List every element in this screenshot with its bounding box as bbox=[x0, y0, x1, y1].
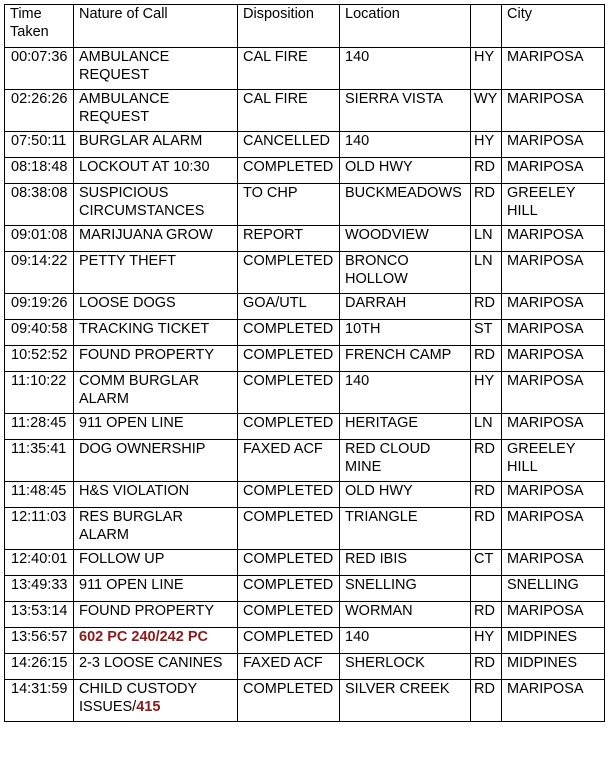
city-cell bbox=[502, 440, 605, 482]
city-cell bbox=[502, 184, 605, 226]
nature-cell-text: 2-3 LOOSE CANINES bbox=[79, 655, 223, 671]
suffix-cell bbox=[471, 158, 502, 184]
suffix-cell bbox=[471, 414, 502, 440]
location-cell bbox=[340, 550, 471, 576]
suffix-cell-text: RD bbox=[474, 509, 495, 525]
suffix-cell bbox=[471, 576, 502, 602]
disposition-cell-text: TO CHP bbox=[243, 185, 298, 201]
time-cell bbox=[5, 440, 74, 482]
time-cell bbox=[5, 576, 74, 602]
disposition-cell-text: COMPLETED bbox=[243, 373, 334, 389]
suffix-cell bbox=[471, 628, 502, 654]
nature-cell-text: MARIJUANA GROW bbox=[79, 227, 213, 243]
header-row bbox=[5, 5, 605, 48]
suffix-cell-text: ST bbox=[474, 321, 493, 337]
suffix-cell-text: HY bbox=[474, 629, 495, 645]
disposition-cell bbox=[238, 48, 340, 90]
location-cell-text: 10TH bbox=[345, 321, 381, 337]
disposition-cell-text: FAXED ACF bbox=[243, 441, 323, 457]
city-cell-text: MARIPOSA bbox=[507, 159, 584, 175]
disposition-cell bbox=[238, 372, 340, 414]
nature-cell bbox=[74, 576, 238, 602]
nature-cell bbox=[74, 90, 238, 132]
city-cell bbox=[502, 132, 605, 158]
nature-cell-text: AMBULANCE REQUEST bbox=[79, 91, 170, 125]
nature-cell bbox=[74, 482, 238, 508]
city-cell bbox=[502, 90, 605, 132]
location-cell-text: SILVER CREEK bbox=[345, 681, 450, 697]
city-cell-text: GREELEY HILL bbox=[507, 185, 576, 219]
location-cell bbox=[340, 184, 471, 226]
disposition-cell bbox=[238, 482, 340, 508]
city-cell-text: MARIPOSA bbox=[507, 347, 584, 363]
city-cell-text: MARIPOSA bbox=[507, 295, 584, 311]
location-cell-text: SHERLOCK bbox=[345, 655, 425, 671]
location-cell-text: FRENCH CAMP bbox=[345, 347, 452, 363]
table-row bbox=[5, 482, 605, 508]
table-row bbox=[5, 158, 605, 184]
nature-cell-text: LOOSE DOGS bbox=[79, 295, 176, 311]
disposition-cell-text: CAL FIRE bbox=[243, 91, 308, 107]
nature-cell-text: COMM BURGLAR ALARM bbox=[79, 373, 200, 407]
suffix-cell-text: RD bbox=[474, 347, 495, 363]
nature-cell-text: LOCKOUT AT 10:30 bbox=[79, 159, 210, 175]
location-cell bbox=[340, 226, 471, 252]
location-cell bbox=[340, 628, 471, 654]
col-header-location: Location bbox=[340, 5, 471, 48]
time-cell-text: 09:40:58 bbox=[11, 321, 68, 337]
nature-code-highlight: 415 bbox=[136, 698, 161, 715]
nature-cell bbox=[74, 132, 238, 158]
city-cell-text: MARIPOSA bbox=[507, 133, 584, 149]
suffix-cell-text: LN bbox=[474, 415, 493, 431]
city-cell-text: MIDPINES bbox=[507, 629, 578, 645]
nature-cell-text: TRACKING TICKET bbox=[79, 321, 210, 337]
time-cell bbox=[5, 252, 74, 294]
disposition-cell-text: FAXED ACF bbox=[243, 655, 323, 671]
nature-cell-text: FOUND PROPERTY bbox=[79, 603, 215, 619]
suffix-cell bbox=[471, 132, 502, 158]
location-cell-text: SIERRA VISTA bbox=[345, 91, 444, 107]
nature-cell-text: BURGLAR ALARM bbox=[79, 133, 203, 149]
city-cell-text: MARIPOSA bbox=[507, 415, 584, 431]
location-cell bbox=[340, 414, 471, 440]
suffix-cell bbox=[471, 482, 502, 508]
time-cell-text: 11:28:45 bbox=[11, 415, 67, 431]
table-row bbox=[5, 654, 605, 680]
time-cell bbox=[5, 48, 74, 90]
disposition-cell bbox=[238, 320, 340, 346]
disposition-cell-text: COMPLETED bbox=[243, 577, 334, 593]
suffix-cell bbox=[471, 294, 502, 320]
table-row bbox=[5, 680, 605, 722]
disposition-cell-text: CANCELLED bbox=[243, 133, 331, 149]
city-cell bbox=[502, 252, 605, 294]
disposition-cell bbox=[238, 294, 340, 320]
location-cell bbox=[340, 576, 471, 602]
city-cell bbox=[502, 602, 605, 628]
location-cell bbox=[340, 680, 471, 722]
table-row bbox=[5, 252, 605, 294]
col-header-nature: Nature of Call bbox=[74, 5, 238, 48]
disposition-cell-text: COMPLETED bbox=[243, 551, 334, 567]
nature-cell bbox=[74, 184, 238, 226]
city-cell-text: MARIPOSA bbox=[507, 509, 584, 525]
disposition-cell-text: REPORT bbox=[243, 227, 304, 243]
table-row bbox=[5, 628, 605, 654]
time-cell-text: 07:50:11 bbox=[11, 133, 67, 149]
location-cell-text: DARRAH bbox=[345, 295, 407, 311]
table-row bbox=[5, 414, 605, 440]
city-cell-text: MARIPOSA bbox=[507, 227, 584, 243]
table-row bbox=[5, 132, 605, 158]
nature-cell bbox=[74, 346, 238, 372]
city-cell-text: GREELEY HILL bbox=[507, 441, 576, 475]
disposition-cell-text: COMPLETED bbox=[243, 415, 334, 431]
disposition-cell bbox=[238, 90, 340, 132]
time-cell-text: 14:26:15 bbox=[11, 655, 68, 671]
suffix-cell-text: RD bbox=[474, 603, 495, 619]
time-cell-text: 09:19:26 bbox=[11, 295, 68, 311]
nature-cell bbox=[74, 440, 238, 482]
disposition-cell bbox=[238, 628, 340, 654]
nature-cell bbox=[74, 680, 238, 722]
disposition-cell-text: COMPLETED bbox=[243, 629, 334, 645]
nature-cell bbox=[74, 226, 238, 252]
location-cell-text: RED IBIS bbox=[345, 551, 408, 567]
city-cell-text: SNELLING bbox=[507, 577, 579, 593]
disposition-cell-text: COMPLETED bbox=[243, 253, 334, 269]
table-row bbox=[5, 550, 605, 576]
location-cell bbox=[340, 252, 471, 294]
time-cell-text: 10:52:52 bbox=[11, 347, 68, 363]
time-cell-text: 09:14:22 bbox=[11, 253, 68, 269]
city-cell-text: MARIPOSA bbox=[507, 373, 584, 389]
disposition-cell bbox=[238, 440, 340, 482]
city-cell bbox=[502, 482, 605, 508]
time-cell bbox=[5, 90, 74, 132]
location-cell bbox=[340, 508, 471, 550]
nature-cell bbox=[74, 48, 238, 90]
col-header-city: City bbox=[502, 5, 605, 48]
city-cell-text: MARIPOSA bbox=[507, 551, 584, 567]
table-row bbox=[5, 372, 605, 414]
suffix-cell bbox=[471, 602, 502, 628]
disposition-cell-text: COMPLETED bbox=[243, 681, 334, 697]
suffix-cell-text: RD bbox=[474, 159, 495, 175]
nature-cell-text: RES BURGLAR ALARM bbox=[79, 509, 183, 543]
disposition-cell bbox=[238, 132, 340, 158]
suffix-cell-text: RD bbox=[474, 483, 495, 499]
location-cell-text: RED CLOUD MINE bbox=[345, 441, 431, 475]
location-cell-text: OLD HWY bbox=[345, 483, 413, 499]
location-cell-text: WOODVIEW bbox=[345, 227, 429, 243]
time-cell-text: 08:38:08 bbox=[11, 185, 68, 201]
suffix-cell-text: HY bbox=[474, 49, 495, 65]
nature-cell-text: AMBULANCE REQUEST bbox=[79, 49, 170, 83]
time-cell-text: 00:07:36 bbox=[11, 49, 68, 65]
nature-cell bbox=[74, 158, 238, 184]
city-cell-text: MARIPOSA bbox=[507, 483, 584, 499]
city-cell bbox=[502, 346, 605, 372]
location-cell-text: OLD HWY bbox=[345, 159, 413, 175]
city-cell bbox=[502, 372, 605, 414]
time-cell-text: 11:10:22 bbox=[11, 373, 67, 389]
nature-cell-text: 911 OPEN LINE bbox=[79, 415, 184, 431]
suffix-cell bbox=[471, 372, 502, 414]
time-cell bbox=[5, 550, 74, 576]
city-cell bbox=[502, 414, 605, 440]
time-cell-text: 11:48:45 bbox=[11, 483, 67, 499]
nature-cell bbox=[74, 654, 238, 680]
suffix-cell bbox=[471, 440, 502, 482]
nature-cell-text: SUSPICIOUS CIRCUMSTANCES bbox=[79, 185, 205, 219]
location-cell bbox=[340, 346, 471, 372]
time-cell-text: 12:11:03 bbox=[11, 509, 67, 525]
time-cell bbox=[5, 654, 74, 680]
table-row bbox=[5, 576, 605, 602]
nature-cell-text: FOLLOW UP bbox=[79, 551, 165, 567]
nature-cell-text: DOG OWNERSHIP bbox=[79, 441, 206, 457]
location-cell-text: HERITAGE bbox=[345, 415, 419, 431]
suffix-cell bbox=[471, 654, 502, 680]
location-cell bbox=[340, 482, 471, 508]
time-cell bbox=[5, 184, 74, 226]
location-cell bbox=[340, 132, 471, 158]
call-log-table bbox=[4, 4, 605, 722]
col-header-time: Time Taken bbox=[5, 5, 74, 48]
time-cell bbox=[5, 132, 74, 158]
suffix-cell-text: HY bbox=[474, 373, 495, 389]
location-cell-text: 140 bbox=[345, 629, 370, 645]
disposition-cell bbox=[238, 158, 340, 184]
location-cell-text: TRIANGLE bbox=[345, 509, 418, 525]
col-header-disposition: Disposition bbox=[238, 5, 340, 48]
time-cell bbox=[5, 346, 74, 372]
time-cell-text: 14:31:59 bbox=[11, 681, 68, 697]
nature-cell bbox=[74, 508, 238, 550]
time-cell-text: 12:40:01 bbox=[11, 551, 68, 567]
time-cell bbox=[5, 602, 74, 628]
suffix-cell bbox=[471, 184, 502, 226]
time-cell bbox=[5, 628, 74, 654]
location-cell bbox=[340, 602, 471, 628]
disposition-cell-text: COMPLETED bbox=[243, 321, 334, 337]
location-cell bbox=[340, 90, 471, 132]
disposition-cell bbox=[238, 226, 340, 252]
time-cell-text: 11:35:41 bbox=[11, 441, 67, 457]
disposition-cell-text: COMPLETED bbox=[243, 483, 334, 499]
location-cell-text: 140 bbox=[345, 49, 370, 65]
disposition-cell-text: COMPLETED bbox=[243, 603, 334, 619]
suffix-cell-text: WY bbox=[474, 91, 498, 107]
city-cell bbox=[502, 48, 605, 90]
nature-cell-text: 602 PC 240/242 PC bbox=[79, 629, 208, 645]
suffix-cell-text: CT bbox=[474, 551, 494, 567]
nature-cell bbox=[74, 602, 238, 628]
call-log-body bbox=[5, 48, 605, 722]
location-cell-text: BRONCO HOLLOW bbox=[345, 253, 409, 287]
time-cell-text: 02:26:26 bbox=[11, 91, 68, 107]
table-row bbox=[5, 508, 605, 550]
disposition-cell bbox=[238, 576, 340, 602]
location-cell-text: SNELLING bbox=[345, 577, 417, 593]
time-cell bbox=[5, 372, 74, 414]
nature-cell bbox=[74, 372, 238, 414]
disposition-cell bbox=[238, 252, 340, 294]
table-row bbox=[5, 90, 605, 132]
nature-cell bbox=[74, 414, 238, 440]
table-row bbox=[5, 346, 605, 372]
suffix-cell bbox=[471, 346, 502, 372]
city-cell bbox=[502, 158, 605, 184]
time-cell bbox=[5, 680, 74, 722]
time-cell-text: 13:53:14 bbox=[11, 603, 68, 619]
disposition-cell bbox=[238, 346, 340, 372]
nature-cell-text: CHILD CUSTODY ISSUES/ bbox=[79, 681, 197, 715]
city-cell-text: MARIPOSA bbox=[507, 321, 584, 337]
table-row bbox=[5, 602, 605, 628]
city-cell bbox=[502, 576, 605, 602]
city-cell bbox=[502, 628, 605, 654]
nature-cell-text: H&S VIOLATION bbox=[79, 483, 190, 499]
disposition-cell bbox=[238, 680, 340, 722]
time-cell bbox=[5, 226, 74, 252]
time-cell bbox=[5, 508, 74, 550]
disposition-cell-text: CAL FIRE bbox=[243, 49, 308, 65]
nature-cell bbox=[74, 628, 238, 654]
location-cell-text: 140 bbox=[345, 373, 370, 389]
location-cell-text: WORMAN bbox=[345, 603, 413, 619]
disposition-cell-text: COMPLETED bbox=[243, 509, 334, 525]
suffix-cell-text: HY bbox=[474, 133, 495, 149]
location-cell bbox=[340, 372, 471, 414]
time-cell bbox=[5, 294, 74, 320]
location-cell bbox=[340, 294, 471, 320]
time-cell bbox=[5, 320, 74, 346]
suffix-cell bbox=[471, 320, 502, 346]
city-cell bbox=[502, 294, 605, 320]
nature-cell bbox=[74, 320, 238, 346]
location-cell-text: 140 bbox=[345, 133, 370, 149]
city-cell-text: MIDPINES bbox=[507, 655, 578, 671]
city-cell-text: MARIPOSA bbox=[507, 91, 584, 107]
suffix-cell-text: RD bbox=[474, 295, 495, 311]
disposition-cell bbox=[238, 550, 340, 576]
suffix-cell-text: RD bbox=[474, 681, 495, 697]
suffix-cell bbox=[471, 680, 502, 722]
nature-cell bbox=[74, 252, 238, 294]
location-cell bbox=[340, 48, 471, 90]
suffix-cell bbox=[471, 508, 502, 550]
time-cell bbox=[5, 158, 74, 184]
table-row bbox=[5, 320, 605, 346]
disposition-cell bbox=[238, 602, 340, 628]
location-cell bbox=[340, 440, 471, 482]
city-cell bbox=[502, 508, 605, 550]
time-cell bbox=[5, 482, 74, 508]
location-cell bbox=[340, 158, 471, 184]
disposition-cell bbox=[238, 508, 340, 550]
location-cell bbox=[340, 654, 471, 680]
suffix-cell bbox=[471, 226, 502, 252]
city-cell bbox=[502, 680, 605, 722]
nature-cell bbox=[74, 294, 238, 320]
city-cell-text: MARIPOSA bbox=[507, 681, 584, 697]
nature-cell-text: 911 OPEN LINE bbox=[79, 577, 184, 593]
suffix-cell bbox=[471, 550, 502, 576]
disposition-cell bbox=[238, 654, 340, 680]
time-cell-text: 09:01:08 bbox=[11, 227, 68, 243]
location-cell-text: BUCKMEADOWS bbox=[345, 185, 462, 201]
city-cell bbox=[502, 320, 605, 346]
disposition-cell-text: COMPLETED bbox=[243, 159, 334, 175]
suffix-cell bbox=[471, 90, 502, 132]
suffix-cell-text: RD bbox=[474, 655, 495, 671]
time-cell bbox=[5, 414, 74, 440]
city-cell-text: MARIPOSA bbox=[507, 603, 584, 619]
disposition-cell-text: COMPLETED bbox=[243, 347, 334, 363]
time-cell-text: 13:56:57 bbox=[11, 629, 68, 645]
disposition-cell bbox=[238, 414, 340, 440]
suffix-cell-text: RD bbox=[474, 441, 495, 457]
col-header-suffix bbox=[471, 5, 502, 48]
disposition-cell-text: GOA/UTL bbox=[243, 295, 307, 311]
table-row bbox=[5, 294, 605, 320]
table-row bbox=[5, 184, 605, 226]
nature-cell-text: PETTY THEFT bbox=[79, 253, 176, 269]
time-cell-text: 08:18:48 bbox=[11, 159, 68, 175]
suffix-cell-text: RD bbox=[474, 185, 495, 201]
disposition-cell bbox=[238, 184, 340, 226]
table-row bbox=[5, 226, 605, 252]
city-cell bbox=[502, 654, 605, 680]
suffix-cell-text: LN bbox=[474, 227, 493, 243]
time-cell-text: 13:49:33 bbox=[11, 577, 68, 593]
city-cell bbox=[502, 550, 605, 576]
suffix-cell bbox=[471, 48, 502, 90]
suffix-cell-text: LN bbox=[474, 253, 493, 269]
table-row bbox=[5, 48, 605, 90]
location-cell bbox=[340, 320, 471, 346]
nature-cell-text: FOUND PROPERTY bbox=[79, 347, 215, 363]
table-row bbox=[5, 440, 605, 482]
suffix-cell bbox=[471, 252, 502, 294]
city-cell bbox=[502, 226, 605, 252]
city-cell-text: MARIPOSA bbox=[507, 253, 584, 269]
city-cell-text: MARIPOSA bbox=[507, 49, 584, 65]
nature-cell bbox=[74, 550, 238, 576]
